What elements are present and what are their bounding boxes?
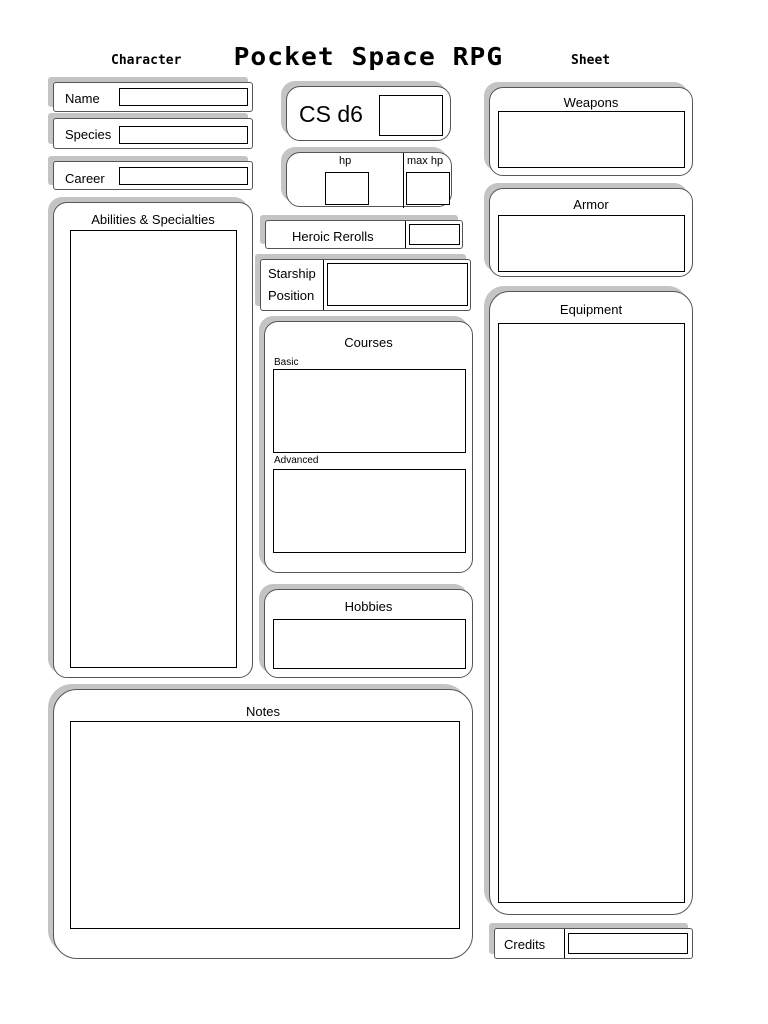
- courses-basic-label: Basic: [274, 357, 299, 368]
- hp-field[interactable]: [325, 172, 369, 205]
- header-character: Character: [111, 53, 182, 68]
- position-label: Position: [268, 288, 315, 303]
- species-field[interactable]: [119, 126, 248, 144]
- header-sheet: Sheet: [571, 53, 611, 68]
- weapons-title: Weapons: [563, 95, 619, 110]
- heroic-rerolls-label: Heroic Rerolls: [292, 229, 374, 244]
- career-label: Career: [65, 171, 105, 186]
- notes-panel: [53, 689, 473, 959]
- species-label: Species: [65, 127, 112, 142]
- species-panel: [53, 118, 253, 149]
- abilities-panel: [53, 202, 253, 678]
- heroic-rerolls-field[interactable]: [409, 224, 460, 245]
- courses-panel: [264, 321, 473, 573]
- career-panel: [53, 161, 253, 190]
- name-panel: [53, 82, 253, 112]
- page-title: Pocket Space RPG: [233, 42, 504, 71]
- name-field[interactable]: [119, 88, 248, 106]
- heroic-rerolls-panel: [265, 220, 463, 249]
- max-hp-label: max hp: [407, 155, 444, 167]
- equipment-title: Equipment: [559, 302, 623, 317]
- hp-label: hp: [339, 155, 352, 167]
- armor-title: Armor: [573, 197, 609, 212]
- hp-panel: [286, 152, 452, 207]
- starship-field[interactable]: [327, 263, 468, 306]
- abilities-field[interactable]: [70, 230, 237, 668]
- credits-field[interactable]: [568, 933, 688, 954]
- equipment-field[interactable]: [498, 323, 685, 903]
- courses-advanced-label: Advanced: [274, 455, 319, 466]
- starship-panel: [260, 259, 471, 311]
- notes-field[interactable]: [70, 721, 460, 929]
- courses-basic-field[interactable]: [273, 369, 466, 453]
- career-field[interactable]: [119, 167, 248, 185]
- notes-title: Notes: [246, 704, 280, 719]
- rerolls-divider: [405, 221, 406, 248]
- credits-label: Credits: [504, 937, 546, 952]
- armor-field[interactable]: [498, 215, 685, 272]
- hobbies-field[interactable]: [273, 619, 466, 669]
- starship-label: Starship: [268, 266, 316, 281]
- courses-advanced-field[interactable]: [273, 469, 466, 553]
- starship-divider: [323, 260, 324, 310]
- max-hp-field[interactable]: [406, 172, 450, 205]
- credits-panel: [494, 928, 693, 959]
- weapons-panel: [489, 87, 693, 176]
- cs-field[interactable]: [379, 95, 443, 136]
- armor-panel: [489, 188, 693, 277]
- weapons-field[interactable]: [498, 111, 685, 168]
- hobbies-panel: [264, 589, 473, 678]
- equipment-panel: [489, 291, 693, 915]
- cs-panel: [286, 86, 451, 141]
- hp-divider: [403, 153, 404, 208]
- hobbies-title: Hobbies: [344, 599, 393, 614]
- cs-label: CS d6: [299, 101, 363, 127]
- abilities-title: Abilities & Specialties: [91, 212, 215, 227]
- name-label: Name: [65, 91, 100, 106]
- courses-title: Courses: [344, 335, 393, 350]
- credits-divider: [564, 929, 565, 958]
